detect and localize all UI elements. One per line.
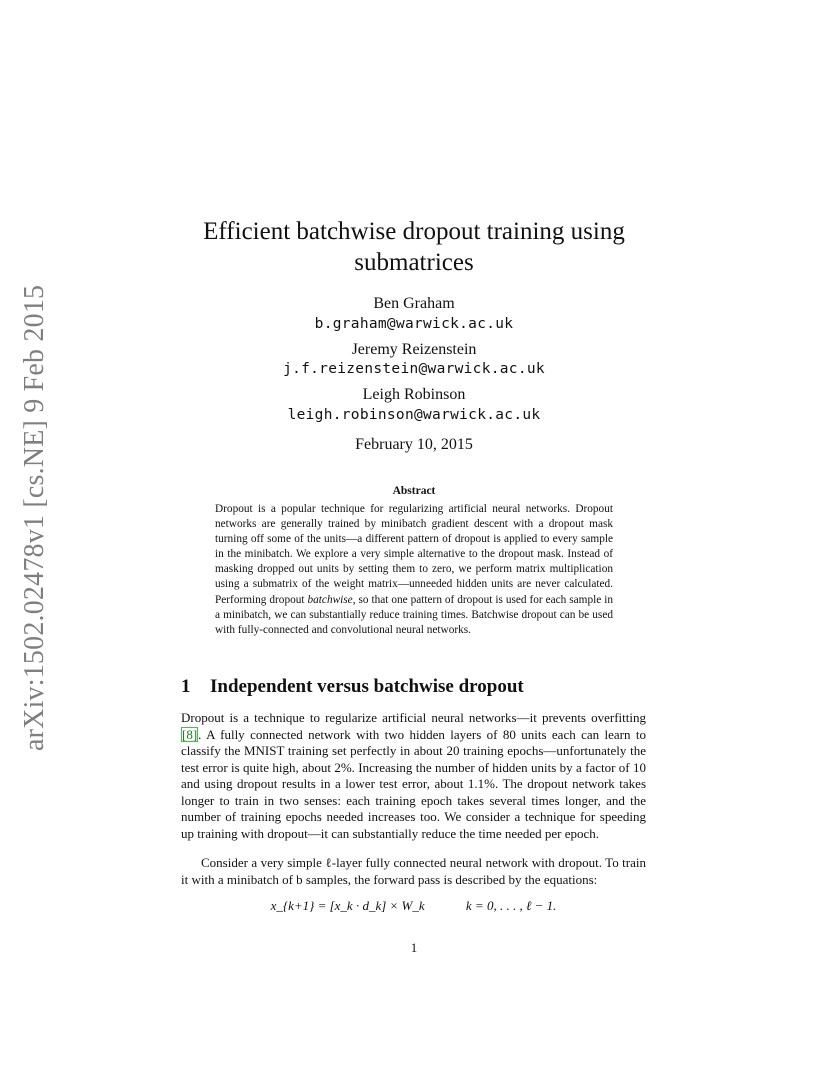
author-email[interactable]: j.f.reizenstein@warwick.ac.uk: [283, 361, 545, 377]
publication-date: February 10, 2015: [355, 436, 473, 453]
abstract-heading: Abstract: [392, 485, 436, 497]
author-name: Leigh Robinson: [362, 386, 466, 403]
section-heading: [181, 675, 524, 699]
abstract-text-part: , so that one pattern of dropout is used for each sample in a minibatch, we can substantially reduce training times. Batchwise dropout can be used with fully-connected and convolutional neural networks.: [215, 593, 613, 636]
paper-title: Efficient batchwise dropout training using submatrices: [203, 218, 625, 276]
abstract-text-part: Dropout is a popular technique for regularizing artificial neural networks. Dropout networks are generally trained by minibatch gradient descent with a dropout mask turning off some of the units—a different pattern of dropout is applied to every sample in the minibatch. We explore a very simple alternative to the dropout mask. Instead of masking dropped out units by setting them to zero, we perform matrix multiplication using a submatrix of the weight matrix—unneeded hidden units are never calculated. Performing dropout: [215, 503, 613, 606]
equation-rhs: k = 0, . . . , ℓ − 1.: [465, 898, 557, 913]
section-title: Independent versus batchwise dropout: [210, 676, 524, 697]
page-number: 1: [410, 940, 418, 955]
forward-pass-equation: [181, 897, 646, 915]
author-name: Jeremy Reizenstein: [351, 341, 477, 358]
author-email[interactable]: b.graham@warwick.ac.uk: [314, 316, 514, 332]
arxiv-identifier-stamp: arXiv:1502.02478v1 [cs.NE] 9 Feb 2015: [19, 284, 50, 751]
body-paragraph: [181, 710, 646, 842]
section-number: 1: [181, 676, 191, 697]
abstract-text: [215, 502, 613, 638]
author-email[interactable]: leigh.robinson@warwick.ac.uk: [287, 407, 541, 423]
paragraph-text: Dropout is a technique to regularize artificial neural networks—it prevents overfitting: [181, 710, 646, 725]
citation-link[interactable]: [8]: [182, 726, 198, 742]
equation-lhs: x_{k+1} = [x_k · d_k] × W_k: [270, 898, 425, 913]
abstract-emphasis: batchwise: [307, 593, 353, 606]
paragraph-text: . A fully connected network with two hidden layers of 80 units each can learn to classify the MNIST training set perfectly in about 20 training epochs—unfortunately the test error is quite high, about 2%. Increasing the number of hidden units by a factor of 10 and using dropout results in a lower test error, about 1.1%. The dropout network takes longer to train in two senses: each training epoch takes several times longer, and the number of training epochs needed increases too. We consider a technique for speeding up training with dropout—it can substantially reduce the time needed per epoch.: [181, 726, 646, 841]
body-paragraph: Consider a very simple ℓ-layer fully connected neural network with dropout. To train it with a minibatch of b samples, the forward pass is described by the equations:: [181, 855, 646, 887]
author-name: Ben Graham: [373, 295, 455, 312]
